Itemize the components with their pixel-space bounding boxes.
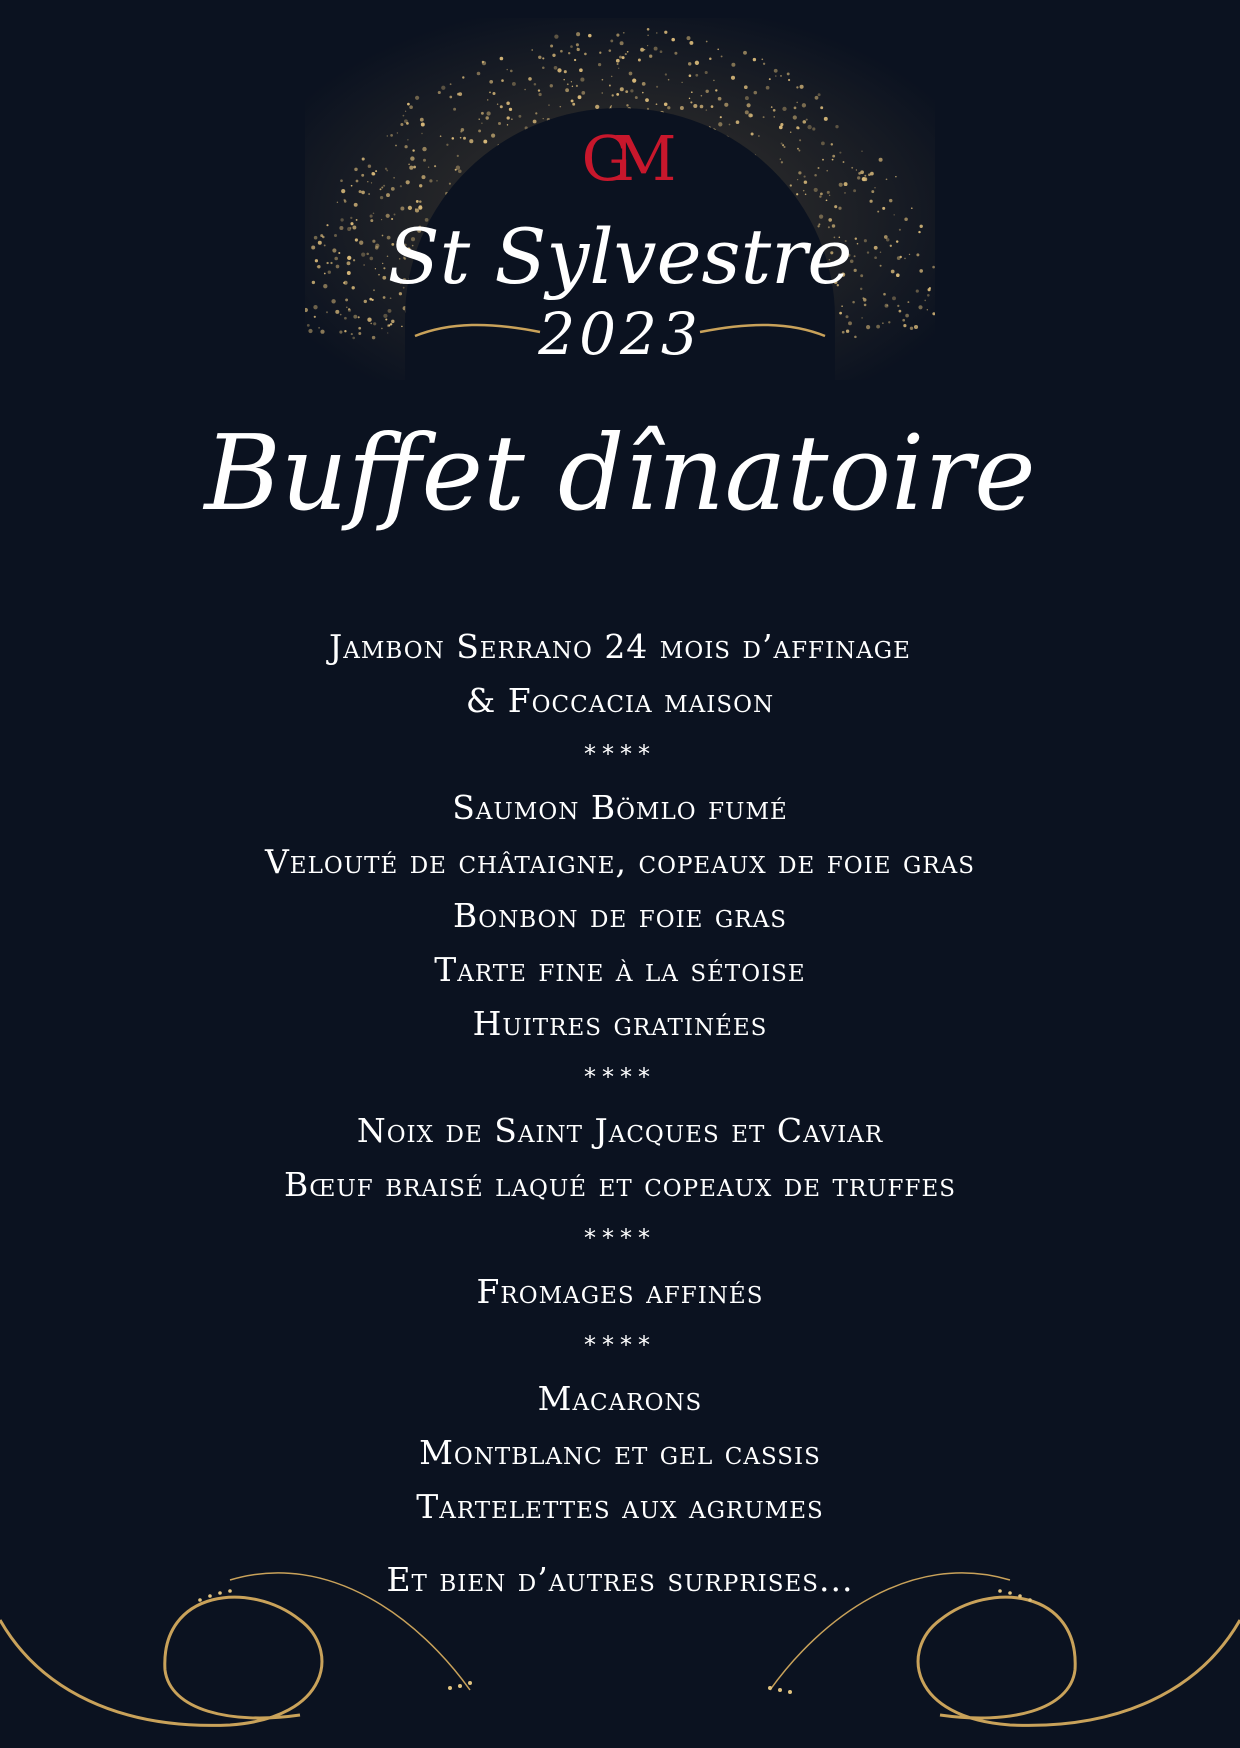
menu-item: Saumon Bömlo fumé	[452, 788, 788, 827]
menu-item: Tarte fine à la sétoise	[434, 950, 806, 989]
menu-list	[0, 620, 1240, 1534]
menu-item: Jambon Serrano 24 mois d’affinage	[329, 627, 911, 666]
closing-line: Et bien d’autres surprises...	[386, 1560, 854, 1599]
main-title: Buffet dînatoire	[204, 412, 1036, 534]
event-year: 2023	[538, 300, 702, 368]
menu-item: Huitres gratinées	[472, 1004, 768, 1043]
menu-item: Bœuf braisé laqué et copeaux de truffes	[283, 1165, 956, 1204]
menu-item: Fromages affinés	[476, 1272, 764, 1311]
menu-item: Bonbon de foie gras	[453, 896, 787, 935]
gm-logo: GM	[581, 122, 659, 195]
course-separator: ****	[584, 1063, 656, 1091]
course-separator: ****	[584, 1224, 656, 1252]
event-title: St Sylvestre	[387, 212, 853, 301]
course-separator: ****	[584, 1331, 656, 1359]
menu-item: Tartelettes aux agrumes	[416, 1487, 824, 1526]
menu-item: Velouté de châtaigne, copeaux de foie gras	[264, 842, 976, 881]
menu-item: Macarons	[537, 1379, 703, 1418]
menu-item: & Foccacia maison	[465, 681, 775, 720]
menu-item: Noix de Saint Jacques et Caviar	[356, 1111, 884, 1150]
menu-item: Montblanc et gel cassis	[419, 1433, 821, 1472]
course-separator: ****	[584, 740, 656, 768]
